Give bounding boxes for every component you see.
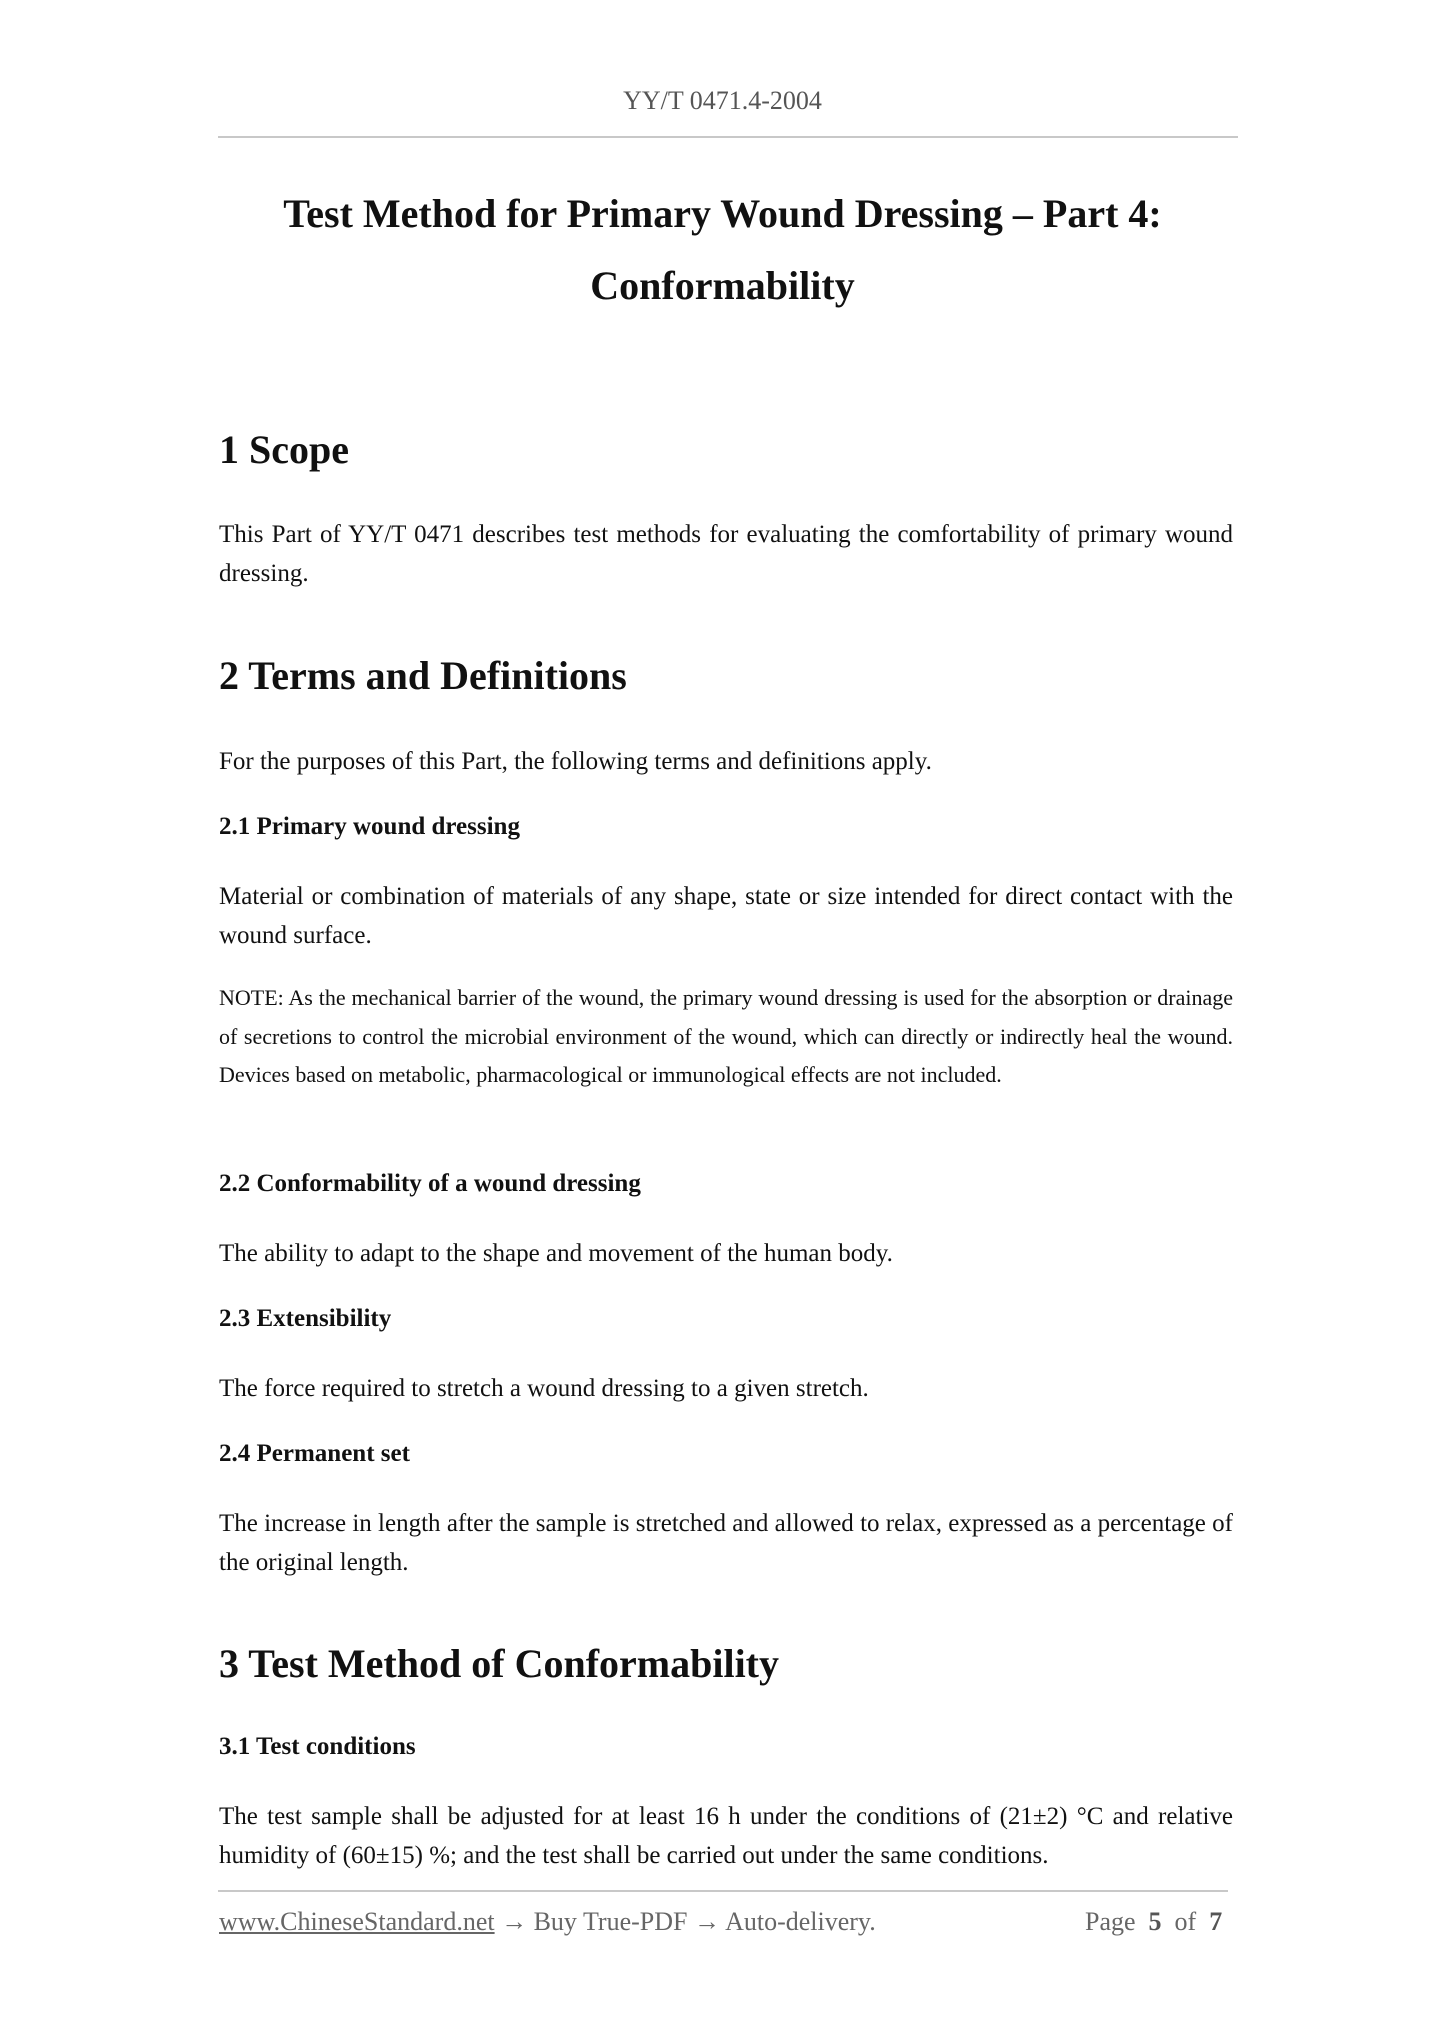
header-divider (218, 136, 1238, 138)
definition-2-3-heading: 2.3 Extensibility (219, 1305, 392, 1332)
footer-site-link[interactable]: www.ChineseStandard.net (219, 1907, 495, 1936)
section-1-heading: 1 Scope (219, 427, 349, 472)
definition-2-2-body: The ability to adapt to the shape and movement of the human body. (219, 1240, 893, 1267)
footer-buy-text: Buy True-PDF (533, 1907, 688, 1936)
definition-2-2-heading: 2.2 Conformability of a wound dressing (219, 1170, 641, 1197)
definition-2-1-note: NOTE: As the mechanical barrier of the wound, the primary wound dressing is used for the absorption or drainage of secretions to control the microbial environment of the wound, which can directly or indirectly heal the wound. Devices based on metabolic, pharmacological or immunological effects are not included. (219, 985, 1233, 1087)
definition-2-3-body: The force required to stretch a wound dressing to a given stretch. (219, 1375, 869, 1402)
footer-delivery-text: Auto-delivery. (725, 1907, 876, 1936)
definition-2-1-heading: 2.1 Primary wound dressing (219, 813, 520, 840)
subsection-3-1-body: The test sample shall be adjusted for at least 16 h under the conditions of (21±2) °C and relative humidity of (60±15) %; and the test shall be carried out under the same conditions. (219, 1803, 1233, 1869)
section-2-heading: 2 Terms and Definitions (219, 653, 627, 698)
section-1-body: This Part of YY/T 0471 describes test methods for evaluating the comfortability of primary wound dressing. (219, 521, 1233, 587)
footer-page-number (1085, 1907, 1222, 1937)
page-of-label: of (1174, 1907, 1197, 1936)
section-3-heading: 3 Test Method of Conformability (219, 1641, 779, 1686)
section-2-intro: For the purposes of this Part, the following terms and definitions apply. (219, 748, 932, 775)
page-label: Page (1085, 1907, 1136, 1936)
document-title-line-1: Test Method for Primary Wound Dressing – Part 4: (283, 191, 1162, 236)
page-total: 7 (1209, 1907, 1223, 1936)
arrow-right-icon: → (501, 1907, 528, 1936)
definition-2-4-body: The increase in length after the sample is stretched and allowed to relax, expressed as a percentage of the original length. (219, 1510, 1233, 1576)
footer-promo (219, 1907, 876, 1937)
arrow-right-icon: → (694, 1907, 720, 1936)
document-title-line-2: Conformability (590, 263, 855, 308)
subsection-3-1-heading: 3.1 Test conditions (219, 1733, 416, 1760)
page-current: 5 (1148, 1907, 1162, 1936)
definition-2-1-body: Material or combination of materials of any shape, state or size intended for direct contact with the wound surface. (219, 883, 1233, 949)
footer-divider (218, 1890, 1228, 1892)
definition-2-4-heading: 2.4 Permanent set (219, 1440, 410, 1467)
header-standard-code: YY/T 0471.4-2004 (623, 86, 822, 115)
